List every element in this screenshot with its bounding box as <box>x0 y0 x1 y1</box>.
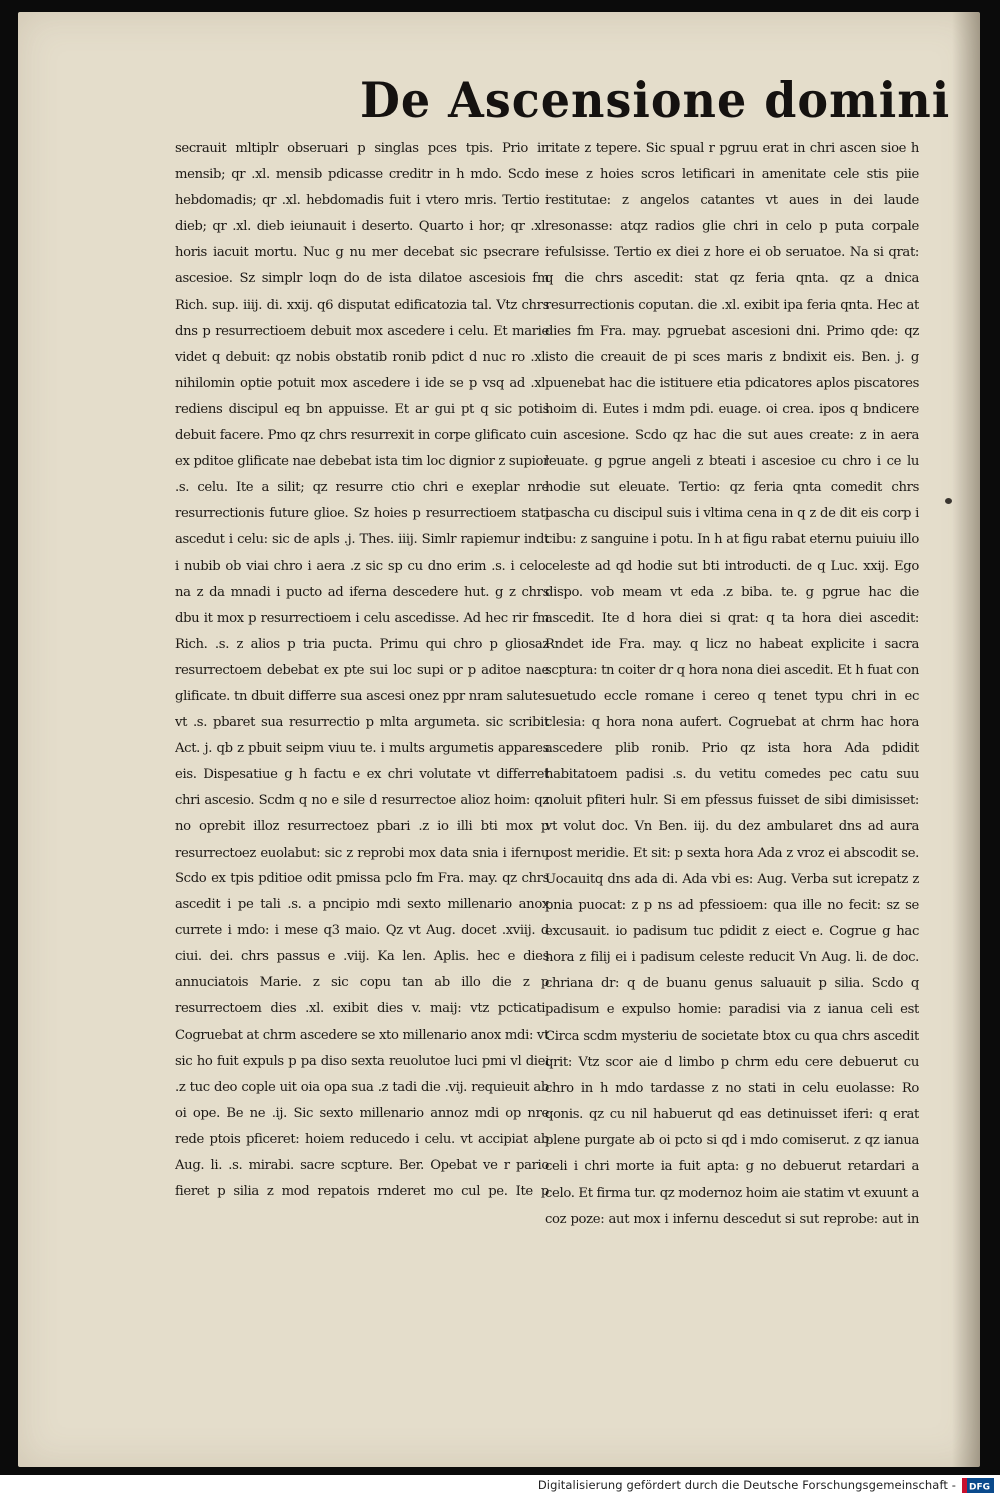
right-text-column <box>545 136 919 1234</box>
dfg-logo-text: DFG <box>969 1482 991 1493</box>
footer-bar <box>0 1475 1000 1497</box>
ink-blot <box>945 498 952 504</box>
left-column-paragraph: secrauit mltiplr obseruari p singlas pces tpis. Prio in mensib; qr .xl. mensib pdicasse creditr in h mdo. Scdo i hebdomadis; qr .xl. hebdomadis fuit i vtero mris. Tertio i dieb; qr .xl. dieb ieiunauit i deserto. Quarto i hor; qr .xl. horis iacuit mortu. Nuc g nu mer decebat sic psecrare i ascesioe. Sz simplr loqn do de ista dilatoe ascesiois fm Rich. sup. iiij. di. xxij. q6 disputat edificatozia tal. Vtz chrs dns p resurrectioem debuit mox ascedere i celu. Et marie videt q debuit: qz nobis obstatib ronib pdict d nuc ro .xl. nihilomin optie potuit mox ascedere i ide se p vsq ad .xl. rediens discipul eq bn appuisse. Et ar gui pt q sic potis debuit facere. Pmo qz chrs resurrexit in corpe glificato cui ex pditoe glificate nae debebat ista tim loc dignior z supior .s. celu. Ite a silit; qz resurre ctio chri e exeplar nre resurrectionis future glioe. Sz hoies p resurrectioem stati ascedut i celu: sic de apls .j. Thes. iiij. Simlr rapiemur indt i nubib ob viai chro i aera .z sic sp cu dno erim .s. i celo. na z da mnadi i pucto ad iferna descedere hut. g z chrs dbu it mox p resurrectioem i celu ascedisse. Ad hec rir fm Rich. .s. z alios p tria pucta. Primu qui chro p gliosaz resurrectoem debebat ex pte sui loc supi or p aditoe nae glificate. tn dbuit differre sua ascesi onez ppr nram salute: vt .s. pbaret sua resurrectio p mlta argumeta. sic scribit Act. j. qb z pbuit seipm viuu te. i mults argumetis appares eis. Dispesatiue g h factu e ex chri volutate vt differret chri ascesio. Scdm q no e sile d resurrectoe alioz hoim: qz no oprebit illoz resurrectoez pbari .z io illi bti mox p resurrectoez euolabut: sic z reprobi mox data snia i ifernu <box>175 141 549 861</box>
running-head-title: De Ascensione domini <box>360 71 951 129</box>
dfg-logo-icon <box>962 1478 994 1493</box>
funding-credit: Digitalisierung gefördert durch die Deutsche Forschungsgemeinschaft - <box>537 1478 956 1492</box>
page-edge-shadow <box>952 12 980 1467</box>
left-column-paragraph-2: Scdo ex tpis pditioe odit pmissa pclo fm Fra. may. qz chrs ascedit i pe tali .s. a pncipio mdi sexto millenario anox currete i mdo: i mese q3 maio. Qz vt Aug. docet .xviij. d ciui. dei. chrs passus e .viij. Ka len. Aplis. hec e dies annuciatois Marie. z sic copu tan ab illo die z p resurrectoem dies .xl. exibit dies v. maij: vtz pcticati. Cogruebat at chrm ascedere se xto millenario anox mdi: vt sic ho fuit expuls p pa diso sexta reuolutoe luci pmi vl diei .z tuc deo cople uit oia opa sua .z tadi die .vij. requieuit ab oi ope. Be ne .ij. Sic sexto millenario annoz mdi op nre rede ptois pficeret: hoiem reducedo i celu. vt accipiat ab Aug. li. .s. mirabi. sacre scpture. Ber. Opebat ve r pario fieret p silia z mod repatois rnderet mo cul pe. Ite p <box>175 871 549 1200</box>
right-column-paragraph: ritate z tepere. Sic spual r pgruu erat in chri ascen sioe h mese z hoies scros letificari in amenitate cele stis piie restitutae: z angelos catantes vt aues in dei laude resonasse: atqz radios glie chri in celo p puta corpale refulsisse. Tertio ex diei z hore ei ob seruatoe. Na si qrat: q die chrs ascedit: stat qz feria qnta. qz a dnica resurrectionis coputan. die .xl. exibit ipa feria qnta. Hec at dies fm Fra. may. pgruebat ascesioni dni. Primo qde: qz isto die creauit de pi sces maris z bndixit eis. Ben. j. g puenebat hac die istituere etia pdicatores aplos piscatores hoim di. Eutes i mdm pdi. euage. oi crea. ipos q bndicere in ascesione. Scdo qz hac die sut aues create: z in aera leuate. g pgrue angeli z bteati i ascesioe cu chro i ce lu hodie sut eleuate. Tertio: qz feria qnta comedit chrs pascha cu discipul suis i vltima cena in q z de dit eis corp i cibu: z sanguine i potu. In h at figu rabat eternu puiuiu illo celeste ad qd hodie sut bti introducti. de q Luc. xxij. Ego dispo. vob meam vt eda .z biba. te. g pgrue hac die ascedit. Ite d hora diei si qrat: q ta hora diei ascedit: Rndet ide Fra. may. q licz no habeat explicite i sacra scptura: tn coiter dr q hora nona diei ascedit. Et h fuat con suetudo eccle romane i cereo q tenet typu chri in ec clesia: q hora nona aufert. Cogruebat at chrm hac hora ascedere plib ronib. Prio qz ista hora Ada pdidit habitatoem padisi .s. du vetitu comedes pec catu suu noluit pfiteri hulr. Si em pfessus fuisset de sibi dimisisset: vt volut doc. Vn Ben. iij. du dez ambularet dns ad aura post meridie. Et sit: p sexta hora Ada z vroz ei abscodit se. Uocauitq dns ada di. Ada vbi es: Aug. Verba sut icrepatz z pnia puocat: z p ns ad pfessioem: qua ille no fecit: sz se excusauit. io padisum tuc pdidit z eiect e. Cogrue g hac hora z filij ei i padisum celeste reducit Vn Aug. li. de doc. chriana dr: q de buanu genus saluauit p silia. Scdo q padisum e expulso homie: paradisi via z ianua celi est <box>545 141 919 1018</box>
right-column-paragraph-2: Circa scdm mysteriu de societate btox cu qua chrs ascedit qrit: Vtz scor aie d limbo p chrm edu cere debuerut cu chro in h mdo tardasse z no stati in celu euolasse: Ro qonis. qz cu nil habuerut qd eas detinuisset iferi: q erat plene purgate ab oi pcto si qd i mdo comiserut. z qz ianua celi i chri morte ia fuit apta: g no debuerut retardari a celo. Et firma tur. qz modernoz hoim aie statim vt exuunt a coz poze: aut mox i infernu descedut si sut reprobe: aut in <box>545 1029 919 1227</box>
left-text-column <box>175 136 549 1201</box>
